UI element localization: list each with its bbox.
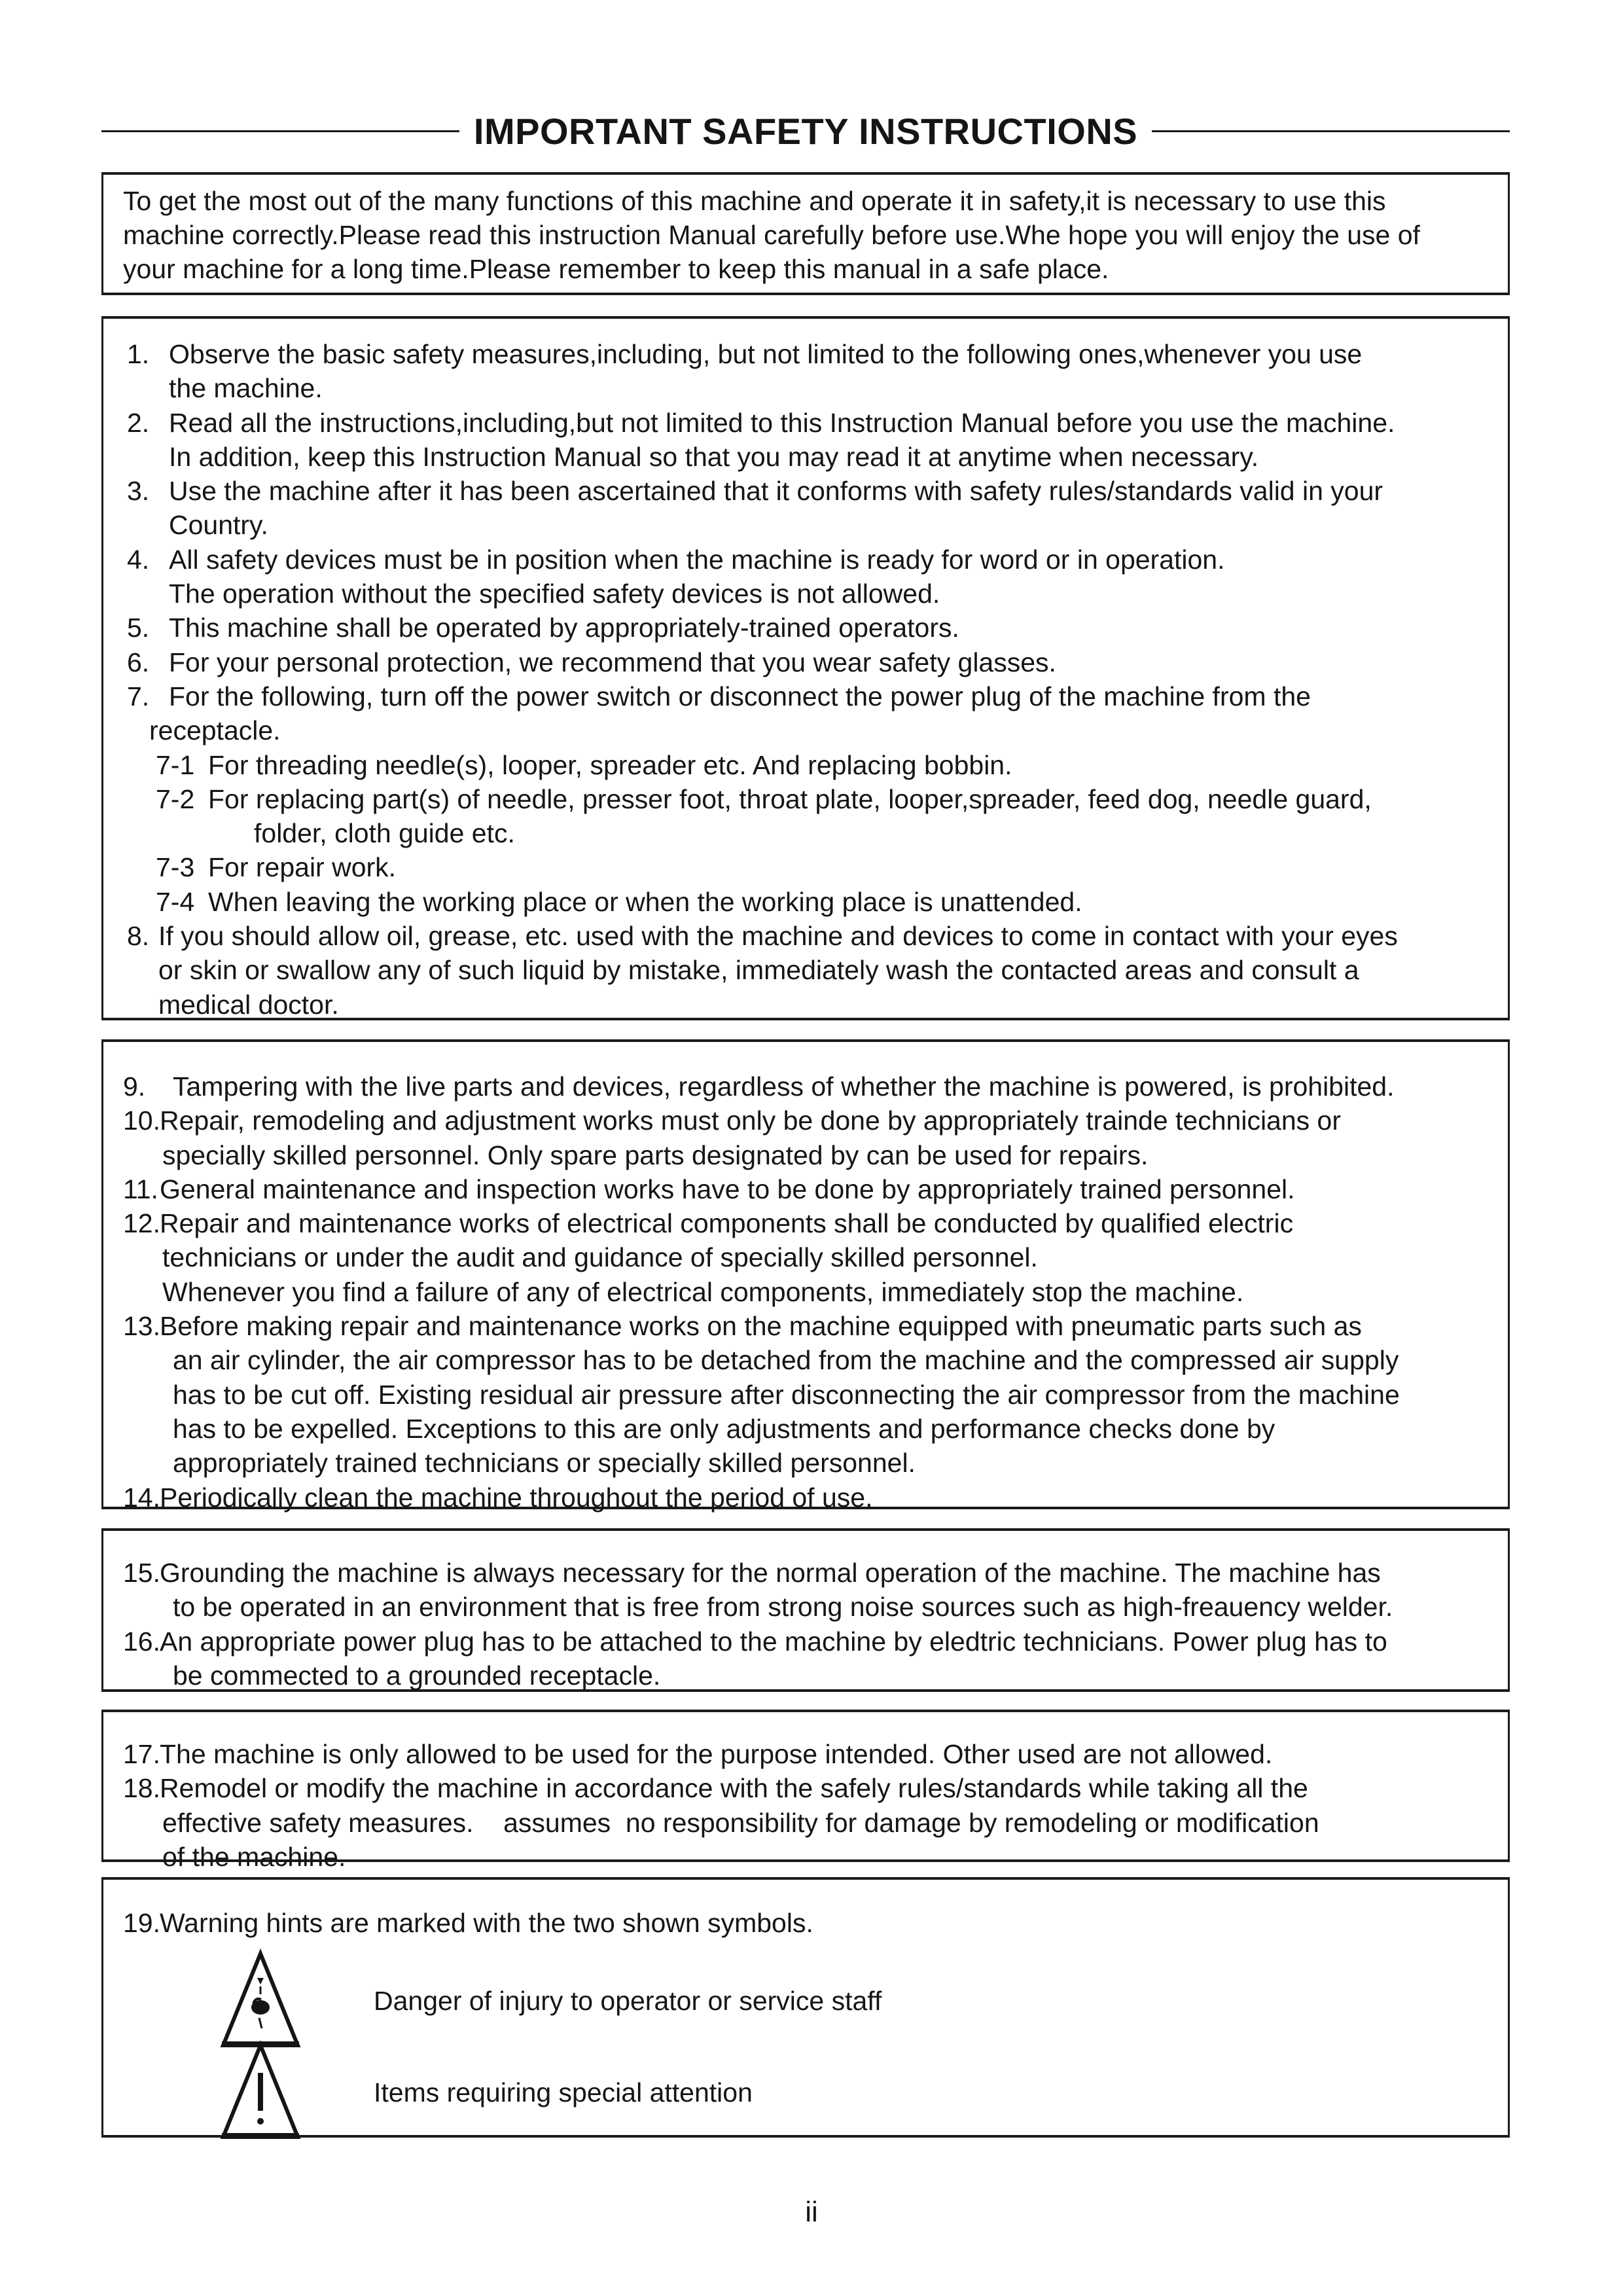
sub-item-text: For replacing part(s) of needle, presser foot, throat plate, looper,spreader, feed dog, needle guard, [208, 783, 1372, 814]
list-item [127, 645, 1495, 679]
item-text: Country. [169, 510, 268, 541]
item-number: 15. [123, 1558, 160, 1588]
intro-box [101, 172, 1510, 295]
hand-injury-warning-icon [218, 1948, 303, 2053]
item-number: 18. [123, 1773, 160, 1804]
item-number: 9. [123, 1071, 146, 1102]
item-number: 13. [123, 1311, 160, 1342]
item-number: 17. [123, 1739, 160, 1769]
item-text: receptacle. [149, 715, 281, 746]
item-text: Before making repair and maintenance works on the machine equipped with pneumatic parts such as [160, 1311, 1362, 1342]
list-item [123, 1771, 1495, 1874]
item-text: For the following, turn off the power switch or disconnect the power plug of the machine from the [169, 681, 1311, 711]
item-number: 16. [123, 1626, 160, 1657]
item-text: Read all the instructions,including,but not limited to this Instruction Manual before you use the machine. [169, 407, 1395, 438]
item-text: medical doctor. [158, 989, 339, 1020]
sub-item [156, 850, 1495, 884]
list-item [123, 1906, 1495, 1940]
item-text: be commected to a grounded receptacle. [173, 1660, 661, 1691]
list-item [123, 1206, 1495, 1309]
list-item [123, 1624, 1495, 1693]
list-item [127, 474, 1495, 543]
item-text: Periodically clean the machine throughout the period of use. [160, 1482, 873, 1513]
sub-item-number: 7-3 [156, 852, 195, 883]
item-number: 8. [127, 921, 150, 952]
item-number: 11. [123, 1174, 158, 1204]
list-item [127, 919, 1495, 1022]
item-text: General maintenance and inspection works have to be done by appropriately trained personnel. [160, 1174, 1295, 1204]
symbol-label: Danger of injury to operator or service staff [374, 1985, 882, 2016]
item-text: has to be cut off. Existing residual air pressure after disconnecting the air compressor from the machine [173, 1379, 1400, 1410]
sub-item [156, 782, 1495, 851]
safety-section-electrical [101, 1528, 1510, 1692]
item-number: 7. [127, 681, 150, 711]
item-text: technicians or under the audit and guidance of specially skilled personnel. [162, 1242, 1038, 1273]
symbol-row [218, 2040, 753, 2145]
page-header [101, 98, 1510, 164]
sub-item-number: 7-2 [156, 783, 195, 814]
intro-line: To get the most out of the many functions of this machine and operate it in safety,it is necessary to use this [123, 186, 1386, 216]
item-text: All safety devices must be in position when the machine is ready for word or in operation. [169, 544, 1225, 575]
sub-item-text: folder, cloth guide etc. [254, 818, 515, 849]
list-item [127, 337, 1495, 406]
sub-item [156, 748, 1495, 782]
item-text: the machine. [169, 373, 323, 404]
item-text: Observe the basic safety measures,including, but not limited to the following ones,whenever you use [169, 339, 1363, 369]
item-number: 10. [123, 1105, 160, 1136]
list-item [123, 1103, 1495, 1172]
item-text: Whenever you find a failure of any of electrical components, immediately stop the machine. [162, 1276, 1244, 1307]
item-text: For your personal protection, we recommend that you wear safety glasses. [169, 647, 1056, 677]
exclamation-warning-icon [218, 2040, 303, 2145]
safety-section-symbols [101, 1877, 1510, 2138]
item-text: Warning hints are marked with the two shown symbols. [160, 1908, 813, 1938]
sub-item-text: For repair work. [208, 852, 397, 883]
item-text: has to be expelled. Exceptions to this are only adjustments and performance checks done by [173, 1413, 1275, 1444]
list-item [123, 1556, 1495, 1624]
list-item [123, 1309, 1495, 1480]
sub-item-number: 7-4 [156, 886, 195, 917]
item-text: to be operated in an environment that is free from strong noise sources such as high-freauency welder. [173, 1592, 1393, 1623]
safety-section-maintenance [101, 1039, 1510, 1513]
item-text: effective safety measures. assumes no responsibility for damage by remodeling or modification [162, 1807, 1319, 1838]
item-number: 12. [123, 1208, 160, 1239]
sub-item [156, 885, 1495, 919]
item-text: an air cylinder, the air compressor has to be detached from the machine and the compressed air supply [173, 1345, 1399, 1376]
item-text: The machine is only allowed to be used for the purpose intended. Other used are not allowed. [160, 1739, 1273, 1769]
item-text: or skin or swallow any of such liquid by mistake, immediately wash the contacted areas and consult a [158, 955, 1359, 986]
item-number: 4. [127, 544, 150, 575]
item-text: Grounding the machine is always necessary for the normal operation of the machine. The machine has [160, 1558, 1381, 1588]
item-number: 2. [127, 407, 150, 438]
item-number: 14. [123, 1482, 160, 1513]
list-item [127, 679, 1495, 919]
item-text: Tampering with the live parts and devices, regardless of whether the machine is powered, is prohibited. [173, 1071, 1395, 1102]
item-text: In addition, keep this Instruction Manual so that you may read it at anytime when necessary. [169, 441, 1259, 472]
intro-line: your machine for a long time.Please remember to keep this manual in a safe place. [123, 254, 1109, 284]
page-number: ii [805, 2196, 818, 2228]
header-rule-right [1152, 130, 1510, 132]
sub-item-number: 7-1 [156, 749, 195, 780]
item-text: An appropriate power plug has to be attached to the machine by eledtric technicians. Power plug has to [160, 1626, 1387, 1657]
symbol-label: Items requiring special attention [374, 2077, 753, 2108]
item-number: 3. [127, 476, 150, 507]
list-item [127, 543, 1495, 611]
list-item [123, 1069, 1495, 1103]
item-number: 6. [127, 647, 150, 677]
sub-item-text: When leaving the working place or when the working place is unattended. [208, 886, 1082, 917]
item-text: Remodel or modify the machine in accordance with the safely rules/standards while taking all the [160, 1773, 1308, 1804]
list-item [123, 1737, 1495, 1771]
intro-line: machine correctly.Please read this instruction Manual carefully before use.Whe hope you will enjoy the use of [123, 220, 1420, 250]
item-text: of the machine. [162, 1841, 346, 1872]
list-item [123, 1480, 1495, 1515]
list-item [123, 1172, 1495, 1206]
symbol-row [218, 1948, 882, 2053]
item-text: specially skilled personnel. Only spare parts designated by can be used for repairs. [162, 1139, 1149, 1170]
item-text: appropriately trained technicians or specially skilled personnel. [173, 1448, 916, 1479]
page-title: IMPORTANT SAFETY INSTRUCTIONS [473, 110, 1138, 152]
safety-section-general [101, 316, 1510, 1020]
item-number: 5. [127, 613, 150, 643]
item-text: If you should allow oil, grease, etc. used with the machine and devices to come in contact with your eyes [158, 921, 1398, 952]
item-text: Repair, remodeling and adjustment works must only be done by appropriately trainde technicians or [160, 1105, 1342, 1136]
item-text: Use the machine after it has been ascertained that it conforms with safety rules/standards valid in your [169, 476, 1383, 507]
safety-section-usage [101, 1710, 1510, 1872]
item-number: 19. [123, 1908, 160, 1938]
item-text: The operation without the specified safety devices is not allowed. [169, 579, 940, 609]
header-rule-left [101, 130, 459, 132]
item-number: 1. [127, 339, 150, 369]
list-item [127, 611, 1495, 645]
item-text: This machine shall be operated by appropriately-trained operators. [169, 613, 959, 643]
list-item [127, 406, 1495, 475]
item-text: Repair and maintenance works of electrical components shall be conducted by qualified electric [160, 1208, 1294, 1239]
sub-item-text: For threading needle(s), looper, spreader etc. And replacing bobbin. [208, 749, 1012, 780]
